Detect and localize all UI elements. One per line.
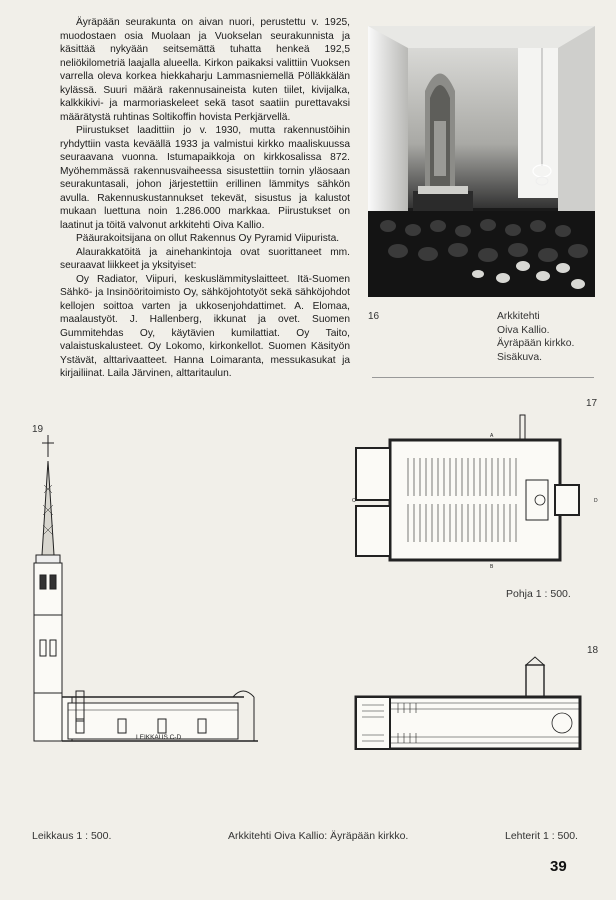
paragraph-subcontractors-intro: Alaurakkatöitä ja ainehankintoja ovat suorittaneet mm. seuraavat liikkeet ja yksityiset: <box>60 246 350 271</box>
figure-18-number: 18 <box>587 645 599 656</box>
paragraph-history: Äyräpään seurakunta on aivan nuori, perustettu v. 1925, muodostaen osia Muolaan ja Vuokselan seurakunnista ja käsittää nykyään seitsemättä tuhatta henkeä 192,5 neliökilometriä laajalla alueella. Kirkon paikaksi valittiin Vuoksen varrella oleva korkea hiekkaharju Lammasniemellä Pölläkkälän kylässä. Suuri määrä rakennusaineista kuten tiilet, kivijalka, kalkkikivi- ja marmoriaskeleet sekä tasot saatiin purettavaksi määrätystä ruhtinas Soltikoffin hovista Perkjärvellä. <box>60 17 350 123</box>
section-drawing <box>28 435 288 745</box>
photo-number: 16 <box>368 311 380 322</box>
figure-19-caption: Leikkaus 1 : 500. <box>32 830 112 842</box>
church-interior-image <box>368 26 595 297</box>
plan-mark-d: D <box>594 498 598 504</box>
photo-caption-line: Äyräpään kirkko. <box>497 338 575 349</box>
figure-19-number: 19 <box>32 424 44 435</box>
interior-photo <box>368 26 595 297</box>
photo-caption-line: Oiva Kallio. <box>497 324 550 336</box>
paragraph-main-contractor: Pääurakoitsijana on ollut Rakennus Oy Pyramid Viipurista. <box>76 233 340 244</box>
gallery-plan <box>350 655 605 750</box>
page-number: 39 <box>550 858 567 875</box>
photo-caption <box>497 310 607 364</box>
figure-17-caption: Pohja 1 : 500. <box>506 588 571 600</box>
paragraph-subcontractors: Oy Radiator, Viipuri, keskuslämmityslaitteet. Itä-Suomen Sähkö- ja Insinööritoimisto Oy, sähköjohtotyöt sekä sähköjohdot kellojen soittoa varten ja ukkosenjohdattimet. A. Elomaa, maalaustyöt. J. Hallenberg, ikkunat ja ovet. Suomen Gummitehdas Oy, käytävien kumilattiat. Oy Taito, valaistuskalusteet. Oy Lokomo, kirkonkellot. Suomen Käsityön Ystävät, alttarivaatteet. Hanna Loimaranta, messukasukat ja kirjailiinat. Laila Järvinen, alttaritaulun. <box>60 273 350 379</box>
figure-17-number: 17 <box>586 398 598 409</box>
bottom-caption: Arkkitehti Oiva Kallio: Äyräpään kirkko. <box>228 830 409 842</box>
divider <box>372 377 594 378</box>
photo-caption-line: Sisäkuva. <box>497 351 543 363</box>
body-text <box>60 16 350 381</box>
photo-caption-line: Arkkitehti <box>497 311 540 322</box>
plan-mark-a: A <box>490 433 494 439</box>
figure-18-caption: Lehterit 1 : 500. <box>505 830 578 842</box>
paragraph-construction: Piirustukset laadittiin jo v. 1930, mutta rakennustöihin ryhdyttiin vasta keväällä 1933 ja valmistui kirkko maaliskuussa seuraavana vuonna. Istumapaikkoja on kirkkosalissa 872. Myöhemmässä rakennusvaiheessa sisustettiin tornin yläosaan seurakuntasali, johon järjestettiin erillinen lämmitys sähkön avulla. Rakennuskustannukset tekevät, sisustus ja kalustot mukaan luettuna noin 1.286.000 markkaa. Piirustukset on laatinut ja töitä valvonut arkkitehti Oiva Kallio. <box>60 125 350 231</box>
floor-plan <box>350 410 605 585</box>
plan-mark-b: B <box>490 564 494 570</box>
plan-mark-c: C <box>352 498 356 504</box>
section-label: LEIKKAUS C-D <box>136 734 182 741</box>
